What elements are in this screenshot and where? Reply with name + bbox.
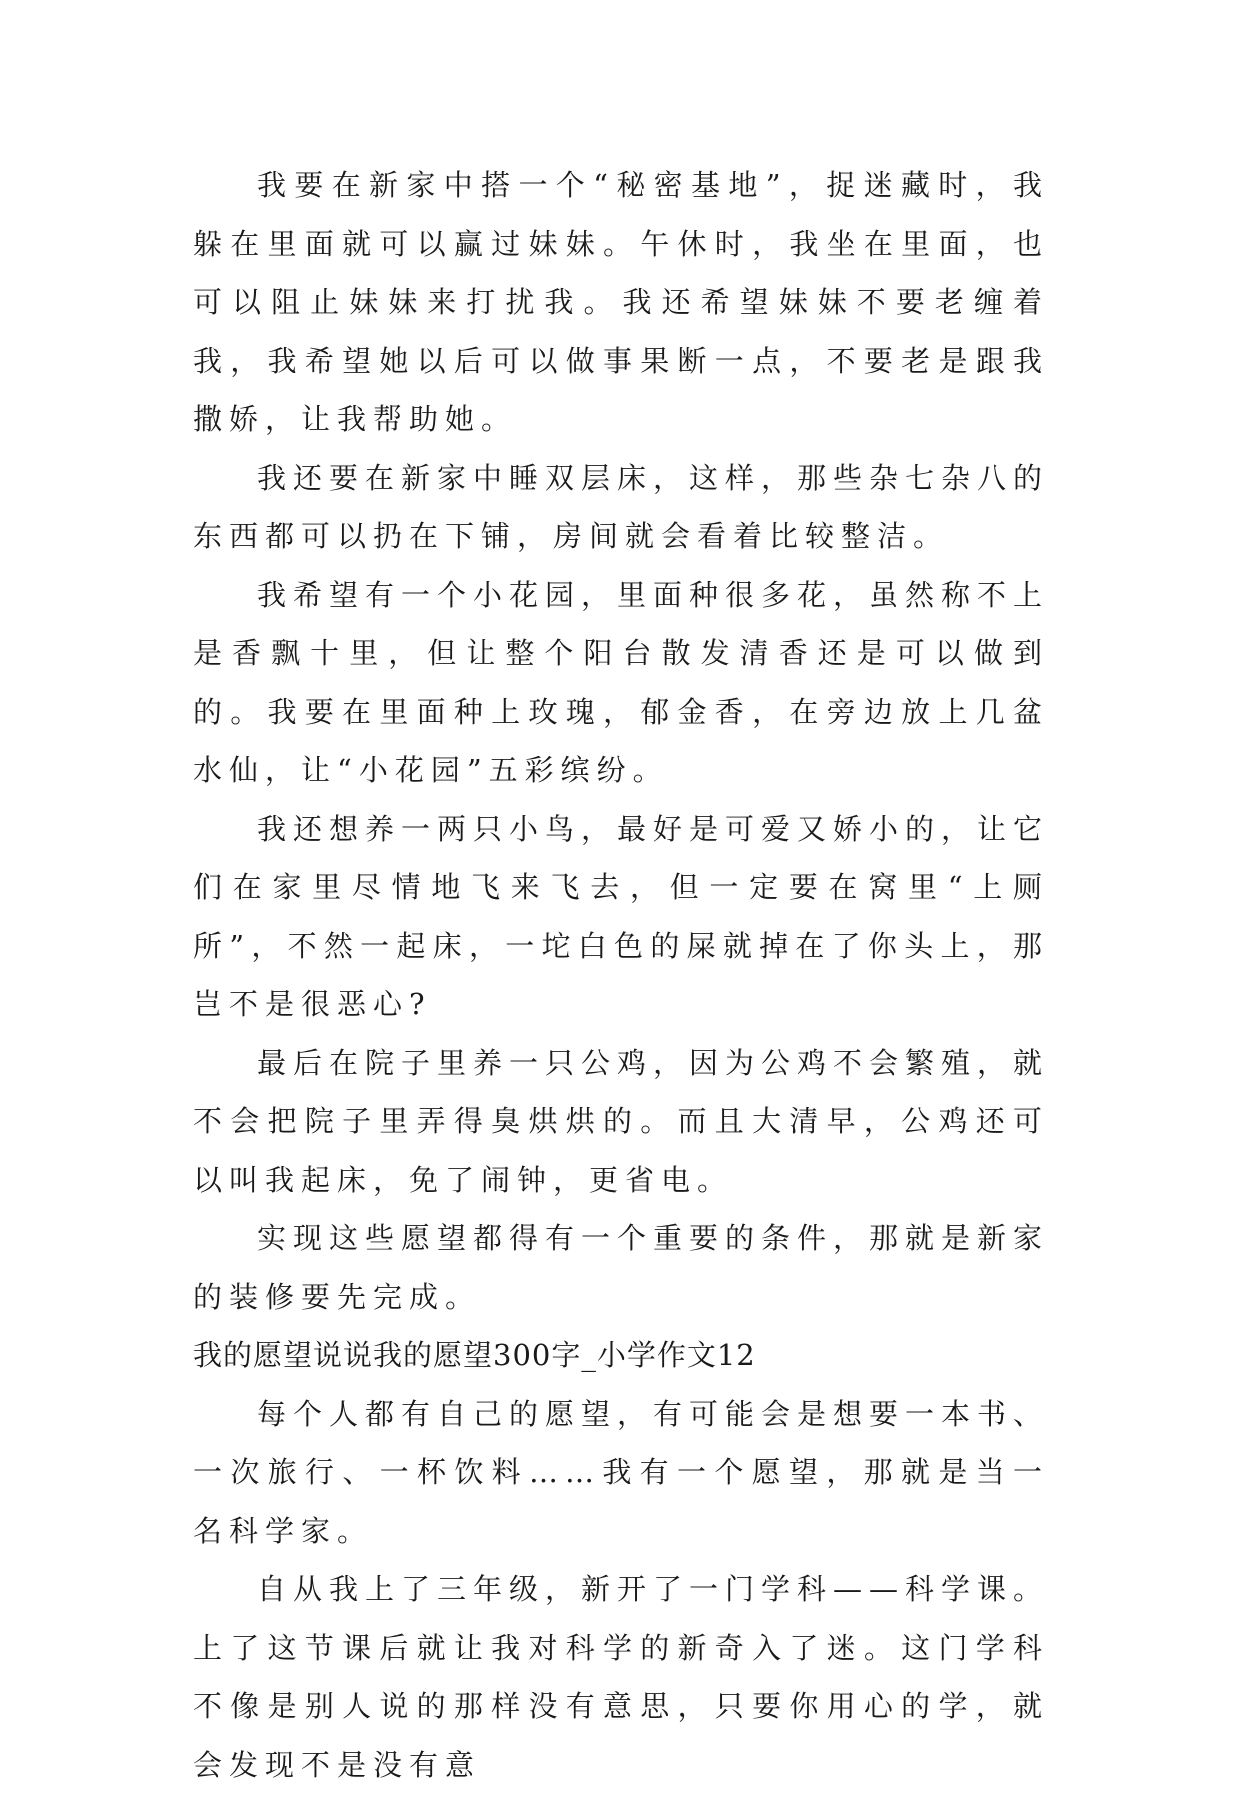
- paragraph-garden: 我希望有一个小花园，里面种很多花，虽然称不上是香飘十里，但让整个阳台散发清香还是可以做到的。我要在里面种上玫瑰，郁金香，在旁边放上几盆水仙，让“小花园”五彩缤纷。: [193, 577, 1050, 787]
- paragraph-renovation: 实现这些愿望都得有一个重要的条件，那就是新家的装修要先完成。: [193, 1221, 1050, 1314]
- paragraph-wish-intro: 每个人都有自己的愿望，有可能会是想要一本书、一次旅行、一杯饮料……我有一个愿望，那就是当一名科学家。: [193, 1396, 1050, 1548]
- paragraph-rooster: 最后在院子里养一只公鸡，因为公鸡不会繁殖，就不会把院子里弄得臭烘烘的。而且大清早，公鸡还可以叫我起床，免了闹钟，更省电。: [193, 1045, 1050, 1197]
- document-page: [193, 156, 1049, 1794]
- essay-heading: 我的愿望说说我的愿望300字_小学作文12: [193, 1338, 756, 1372]
- paragraph-birds: 我还想养一两只小鸟，最好是可爱又娇小的，让它们在家里尽情地飞来飞去，但一定要在窝里“上厕所”，不然一起床，一坨白色的屎就掉在了你头上，那岂不是很恶心?: [193, 811, 1050, 1021]
- paragraph-science-class: 自从我上了三年级，新开了一门学科——科学课。上了这节课后就让我对科学的新奇入了迷。这门学科不像是别人说的那样没有意思，只要你用心的学，就会发现不是没有意: [193, 1572, 1050, 1782]
- paragraph-bunk-bed: 我还要在新家中睡双层床，这样，那些杂七杂八的东西都可以扔在下铺，房间就会看着比较整洁。: [193, 460, 1050, 553]
- paragraph-secret-base: 我要在新家中搭一个“秘密基地”，捉迷藏时，我躲在里面就可以赢过妹妹。午休时，我坐在里面，也可以阻止妹妹来打扰我。我还希望妹妹不要老缠着我，我希望她以后可以做事果断一点，不要老是跟我撒娇，让我帮助她。: [193, 168, 1049, 436]
